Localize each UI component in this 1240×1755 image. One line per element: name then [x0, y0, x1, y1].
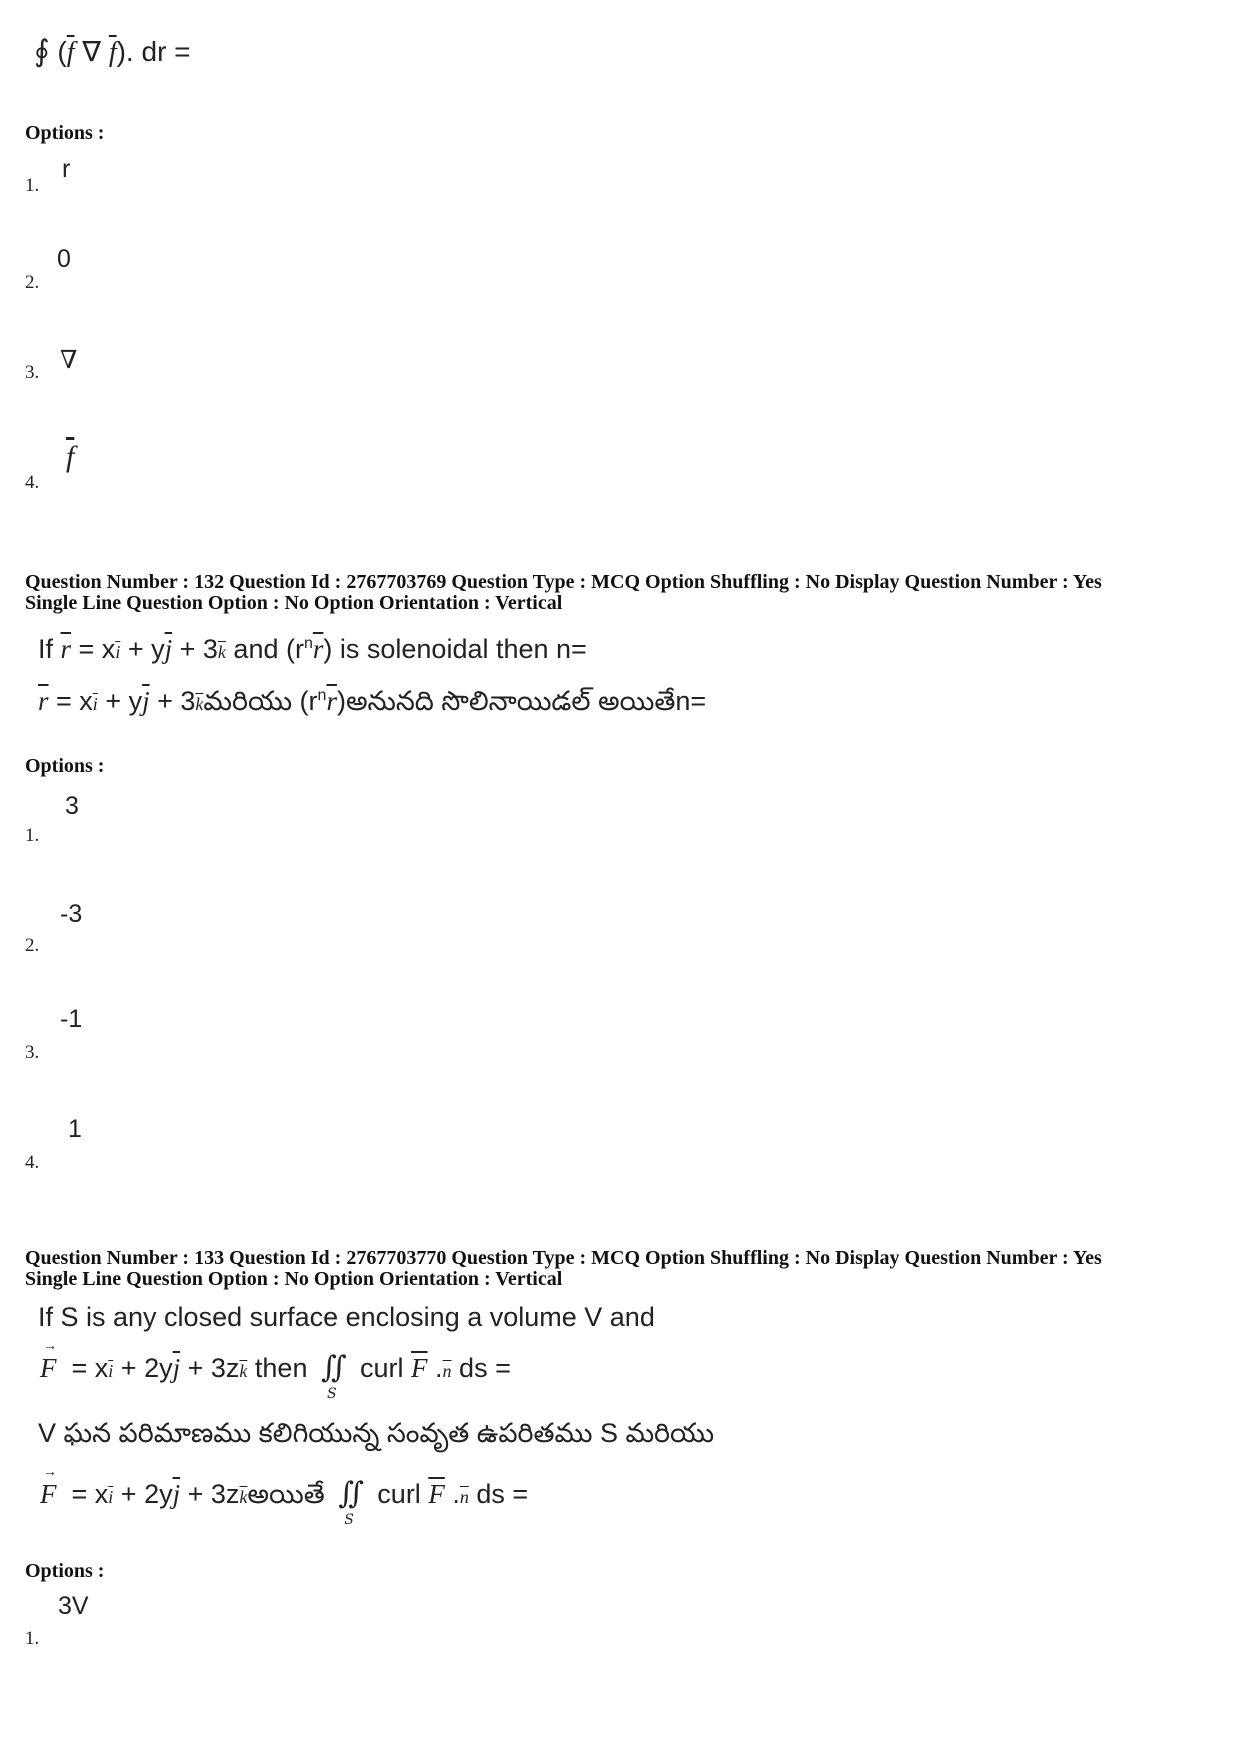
prev-option-3-value: ∇	[60, 345, 78, 374]
prev-option-3-number: 3.	[25, 362, 40, 383]
q132-meta-line-2: Single Line Question Option : No Option Orientation : Vertical	[25, 592, 563, 614]
q133-options-label: Options :	[25, 1560, 105, 1582]
prev-option-4-number: 4.	[25, 472, 40, 493]
q132-option-4-value: 1	[68, 1115, 82, 1143]
q132-option-3-number: 3.	[25, 1042, 40, 1063]
q133-meta-line-1: Question Number : 133 Question Id : 2767703770 Question Type : MCQ Option Shuffling : No Display Question Number : Yes	[25, 1247, 1102, 1269]
q133-option-1-number: 1.	[25, 1628, 40, 1649]
q132-options-label: Options :	[25, 755, 105, 777]
q133-option-1-value: 3V	[58, 1592, 89, 1620]
prev-option-1-value: r	[62, 155, 71, 183]
surface-integral-symbol: ∬ S	[320, 1350, 347, 1402]
prev-options-label: Options :	[25, 122, 105, 144]
q132-stem-telugu: $\overline{r} = x\overline{i} + y\overline{j}$ + $3\overline{k}మరియు$ $(r^n\overline{r})అనునది$ సొలినాయిడల్ అయితేn=	[38, 686, 707, 716]
prev-option-2-number: 2.	[25, 272, 40, 293]
q132-option-1-value: 3	[65, 792, 79, 820]
q133-stem-english-line-1: If S is any closed surface enclosing a volume V and	[38, 1302, 655, 1332]
q132-stem-english: If $\overline{r} = x\overline{i} + y\overline{j} + 3\overline{k}$ and $(r^n\overline{r})$ is solenoidal then n=	[38, 634, 587, 664]
q132-option-4-number: 4.	[25, 1152, 40, 1173]
q133-stem-english-line-2: F → = $x\overline{i} + 2y\overline{j} + 3z\overline{k}$ then ∬ S curl $\overline{F}$ $.\overline{n}$ ds =	[40, 1339, 511, 1402]
q133-meta-line-2: Single Line Question Option : No Option Orientation : Vertical	[25, 1268, 563, 1290]
prev-question-stem: ∮ ($\overline{f}$ ∇ $\overline{f}$). dr =	[34, 35, 191, 68]
prev-option-4-value: $\overline{f}$	[66, 440, 75, 473]
q133-stem-telugu-line-1: V ఘన పరిమాణము కలిగియున్న సంవృత ఉపరితము S మరియు	[38, 1418, 715, 1448]
q132-option-2-number: 2.	[25, 935, 40, 956]
prev-option-1-number: 1.	[25, 175, 40, 196]
surface-integral-symbol: ∬ S	[338, 1476, 364, 1528]
q132-meta-line-1: Question Number : 132 Question Id : 2767703769 Question Type : MCQ Option Shuffling : No Display Question Number : Yes	[25, 571, 1102, 593]
q132-option-1-number: 1.	[25, 825, 40, 846]
q132-option-3-value: -1	[60, 1005, 83, 1033]
prev-option-2-value: 0	[57, 245, 71, 273]
q133-stem-telugu-line-2: F → = $x\overline{i} + 2y\overline{j}$ + $3z\overline{k}అయితే$ ∬ S curl $\overline{F}$ $.\overline{n}$ ds =	[40, 1465, 529, 1528]
q132-option-2-value: -3	[60, 900, 83, 928]
contour-integral-symbol: ∮	[34, 35, 50, 68]
